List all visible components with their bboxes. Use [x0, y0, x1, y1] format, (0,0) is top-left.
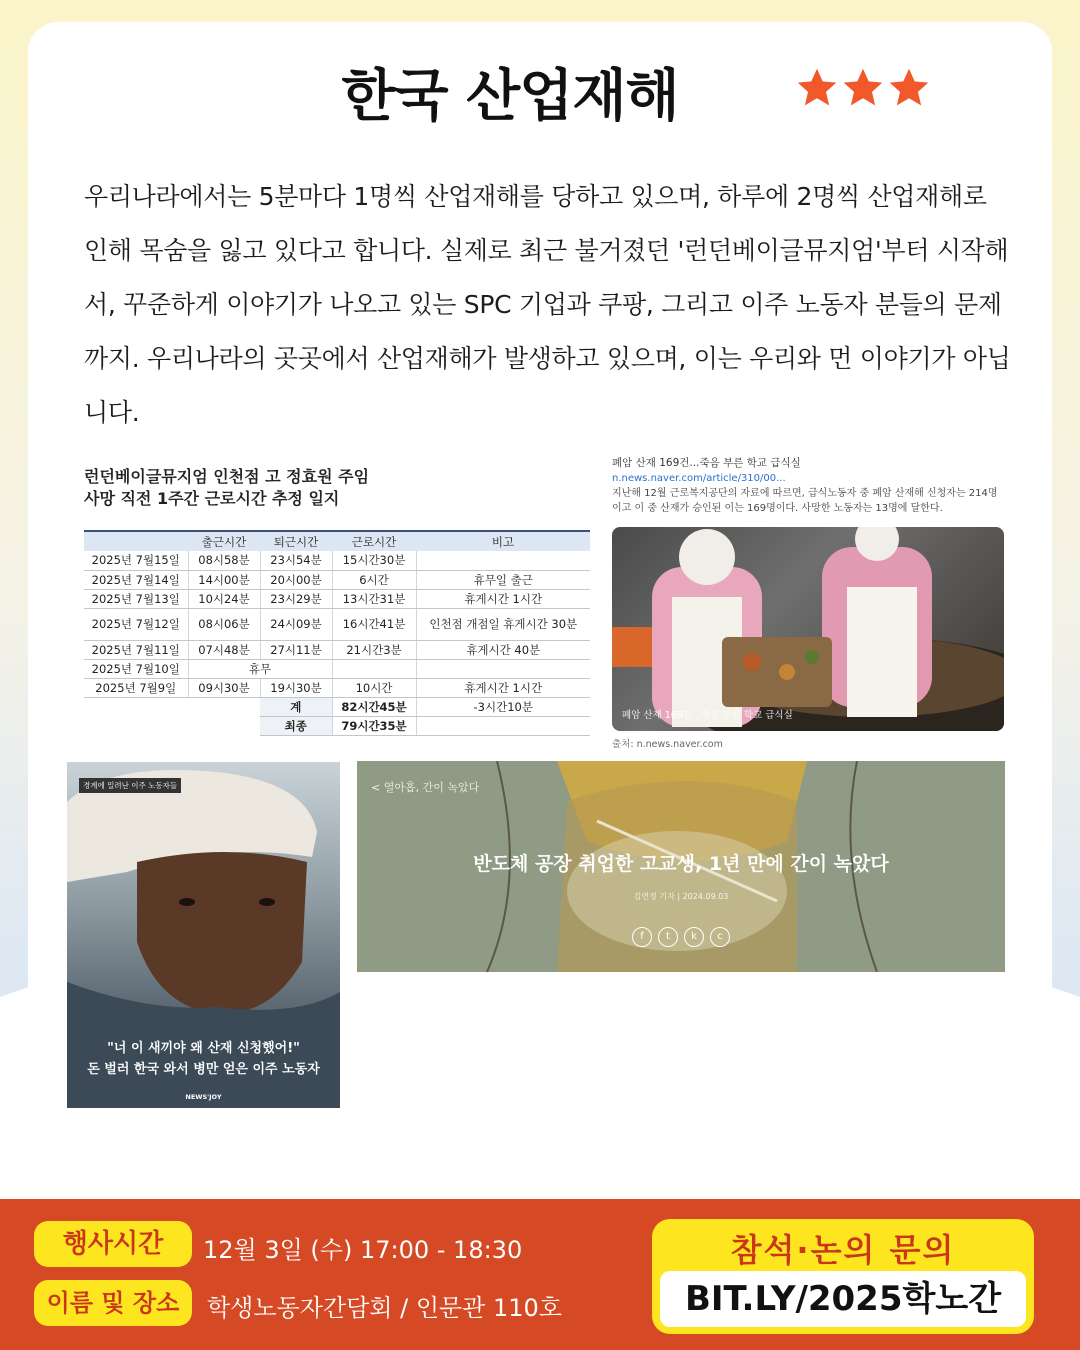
table-cell: 휴게시간 40분: [416, 640, 590, 659]
kakao-icon[interactable]: k: [684, 927, 704, 947]
cafeteria-photo: [612, 527, 1004, 731]
table-cell: 휴게시간 1시간: [416, 678, 590, 697]
contact-box: [652, 1219, 1034, 1334]
table-title-line1: 런던베이글뮤지엄 인천점 고 정효원 주임: [84, 467, 370, 486]
table-cell: [84, 697, 188, 716]
table-header: 비고: [416, 531, 590, 551]
total-note: -3시간10분: [416, 697, 590, 716]
table-cell: [188, 716, 260, 735]
table-row: [84, 659, 590, 678]
table-cell: 2025년 7월13일: [84, 589, 188, 608]
table-cell: 08시58분: [188, 551, 260, 570]
migrant-worker-image: [67, 762, 340, 1108]
star-icon: [841, 66, 885, 110]
table-header: 퇴근시간: [260, 531, 332, 551]
table-row: [84, 608, 590, 640]
table-cell: 2025년 7월11일: [84, 640, 188, 659]
table-cell: [84, 716, 188, 735]
place-label: 이름 및 장소: [34, 1280, 192, 1326]
table-header: 근로시간: [332, 531, 416, 551]
table-header: [84, 531, 188, 551]
page-title: 한국 산업재해: [341, 64, 679, 129]
news-description: 지난해 12월 근로복지공단의 자료에 따르면, 급식노동자 중 폐암 산재해 신청자는 214명이고 이 중 산재가 승인된 이는 169명이다. 사망한 노동자는 13명에 달한다.: [612, 488, 998, 514]
table-cell: 2025년 7월15일: [84, 551, 188, 570]
table-cell: 휴게시간 1시간: [416, 589, 590, 608]
table-cell: 2025년 7월14일: [84, 570, 188, 589]
table-cell: 08시06분: [188, 608, 260, 640]
quote-line: "너 이 새끼야 왜 산재 신청했어!": [107, 1041, 300, 1056]
table-cell: 10시24분: [188, 589, 260, 608]
image-tag: 경계에 밀려난 이주 노동자들: [79, 778, 181, 793]
semiconductor-article-image: [357, 761, 1005, 972]
table-cell: 19시30분: [260, 678, 332, 697]
table-cell: 16시간41분: [332, 608, 416, 640]
article-headline: 반도체 공장 취업한 고교생, 1년 만에 간이 녹았다: [473, 853, 889, 875]
final-label: 최종: [260, 716, 332, 735]
intro-paragraph: 우리나라에서는 5분마다 1명씩 산업재해를 당하고 있으며, 하루에 2명씩 산업재해로 인해 목숨을 잃고 있다고 합니다. 실제로 최근 불거졌던 '런던베이글뮤지엄'부터 시작해서, 꾸준하게 이야기가 나오고 있는 SPC 기업과 쿠팡, 그리고 이주 노동자 분들의 문제까지. 우리나라의 곳곳에서 산업재해가 발생하고 있으며, 이는 우리와 먼 이야기가 아닙니다.: [84, 182, 1011, 427]
table-cell: 6시간: [332, 570, 416, 589]
series-breadcrumb[interactable]: < 열아홉, 간이 녹았다: [371, 781, 480, 794]
table-cell: [416, 659, 590, 678]
table-cell: [416, 551, 590, 570]
table-title-line2: 사망 직전 1주간 근로시간 추정 일지: [84, 489, 340, 508]
time-value: 12월 3일 (수) 17:00 - 18:30: [203, 1236, 523, 1264]
table-cell: 휴무일 출근: [416, 570, 590, 589]
table-cell: 2025년 7월9일: [84, 678, 188, 697]
contact-label: 참석·논의 문의: [730, 1231, 956, 1269]
worker-quote: [67, 1038, 340, 1080]
table-header: 출근시간: [188, 531, 260, 551]
table-total-row: [84, 697, 590, 716]
cafeteria-illustration: [612, 527, 1004, 731]
rating-stars: [795, 66, 931, 110]
total-label: 계: [260, 697, 332, 716]
comment-icon[interactable]: c: [710, 927, 730, 947]
table-cell: 24시09분: [260, 608, 332, 640]
contact-link[interactable]: BIT.LY/2025학노간: [660, 1271, 1026, 1327]
table-row: [84, 640, 590, 659]
total-value: 82시간45분: [332, 697, 416, 716]
table-cell: 13시간31분: [332, 589, 416, 608]
table-cell: [188, 697, 260, 716]
table-cell: 23시54분: [260, 551, 332, 570]
news-article-image: [612, 455, 1006, 750]
star-icon: [795, 66, 839, 110]
share-buttons: [357, 927, 1005, 947]
table-cell: 15시간30분: [332, 551, 416, 570]
star-icon: [887, 66, 931, 110]
time-label: 행사시간: [34, 1221, 192, 1267]
table-cell: 09시30분: [188, 678, 260, 697]
quote-line: 돈 벌러 한국 와서 병만 얻은 이주 노동자: [87, 1062, 320, 1077]
table-cell: 27시11분: [260, 640, 332, 659]
worklog-table: [84, 530, 590, 736]
news-title: 폐암 산재 169건...죽음 부른 학교 급식실: [612, 457, 801, 469]
news-url: n.news.naver.com/article/310/00...: [612, 473, 786, 484]
table-final-row: [84, 716, 590, 735]
place-value: 학생노동자간담회 / 인문관 110호: [207, 1294, 562, 1322]
twitter-icon[interactable]: t: [658, 927, 678, 947]
table-row: [84, 678, 590, 697]
table-cell: 21시간3분: [332, 640, 416, 659]
table-cell: 23시29분: [260, 589, 332, 608]
table-row: [84, 589, 590, 608]
article-meta: 김연정 기자 | 2024.09.03: [633, 892, 729, 901]
table-cell: 10시간: [332, 678, 416, 697]
table-cell: [332, 659, 416, 678]
worklog-table-image: [84, 466, 592, 748]
table-cell: 20시00분: [260, 570, 332, 589]
table-cell: 07시48분: [188, 640, 260, 659]
table-cell: [416, 716, 590, 735]
final-value: 79시간35분: [332, 716, 416, 735]
table-cell: 인천점 개점일 휴게시간 30분: [416, 608, 590, 640]
table-cell: 2025년 7월12일: [84, 608, 188, 640]
news-source: 출처: n.news.naver.com: [612, 739, 723, 750]
facebook-icon[interactable]: f: [632, 927, 652, 947]
table-cell: 2025년 7월10일: [84, 659, 188, 678]
table-cell: 14시00분: [188, 570, 260, 589]
table-row: [84, 570, 590, 589]
photo-caption: 폐암 산재 169건...죽음 부른 학교 급식실: [622, 710, 793, 721]
newsjoy-logo: NEWS'JOY: [185, 1093, 222, 1101]
table-row: [84, 551, 590, 570]
table-cell: 휴무: [188, 659, 332, 678]
